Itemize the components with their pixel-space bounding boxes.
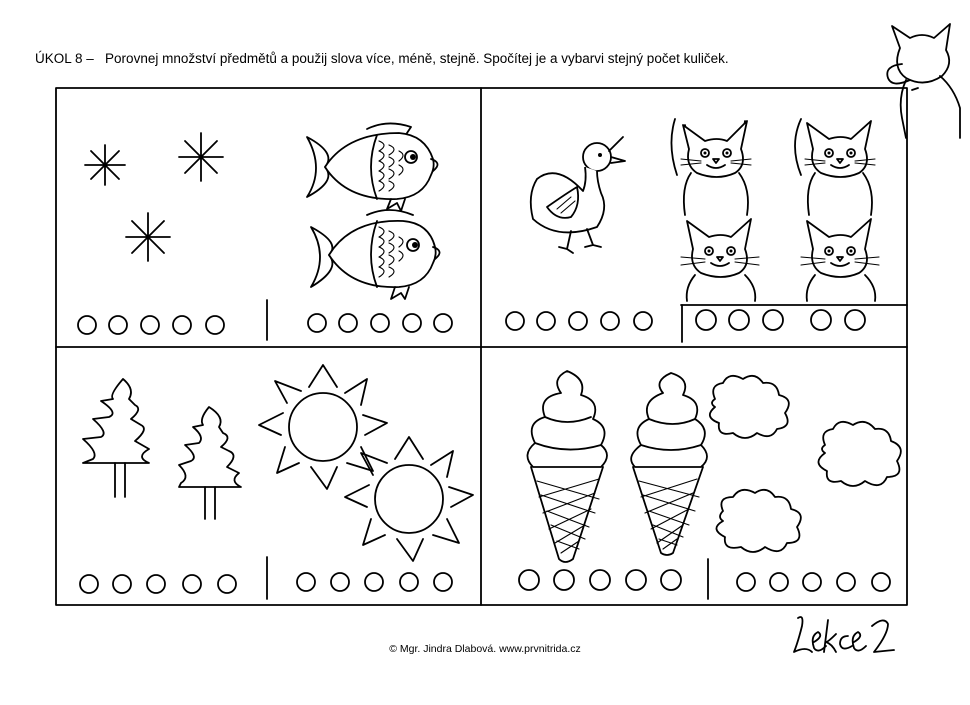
ball[interactable] — [80, 575, 98, 593]
ball[interactable] — [634, 312, 652, 330]
star-icon — [85, 145, 125, 185]
ball[interactable] — [537, 312, 555, 330]
tree-icon — [83, 379, 149, 497]
fish-icon — [311, 210, 440, 299]
ball[interactable] — [803, 573, 821, 591]
ball[interactable] — [109, 316, 127, 334]
sun-icon — [345, 437, 473, 561]
ball[interactable] — [811, 310, 831, 330]
ball[interactable] — [147, 575, 165, 593]
ball[interactable] — [434, 314, 452, 332]
tree-icon — [179, 407, 241, 519]
ice-cream-icon — [527, 371, 607, 562]
ball[interactable] — [569, 312, 587, 330]
ball[interactable] — [837, 573, 855, 591]
footer-credit: © Mgr. Jindra Dlabová. www.prvnitrida.cz — [389, 643, 581, 655]
ball[interactable] — [78, 316, 96, 334]
ball[interactable] — [729, 310, 749, 330]
ball-group-left[interactable] — [506, 312, 652, 330]
worksheet-grid — [55, 87, 908, 606]
ball[interactable] — [661, 570, 681, 590]
chick-icon — [531, 137, 625, 253]
ball[interactable] — [183, 575, 201, 593]
task-text: Porovnej množství předmětů a použij slova více, méně, stejně. Spočítej je a vybarvi stejný počet kuliček. — [105, 51, 729, 66]
ball[interactable] — [763, 310, 783, 330]
ball-group-right[interactable] — [696, 310, 865, 330]
ball[interactable] — [371, 314, 389, 332]
ball-group-right[interactable] — [737, 573, 890, 591]
ball[interactable] — [206, 316, 224, 334]
ball[interactable] — [601, 312, 619, 330]
panel-stars-fish — [78, 123, 452, 334]
ball[interactable] — [173, 316, 191, 334]
ball-group-right[interactable] — [297, 573, 452, 591]
ball[interactable] — [845, 310, 865, 330]
ball[interactable] — [403, 314, 421, 332]
cloud-icon — [710, 376, 789, 438]
ball-group-right[interactable] — [308, 314, 452, 332]
cat-icon — [681, 219, 759, 301]
task-label: ÚKOL 8 – — [35, 51, 94, 66]
ball[interactable] — [434, 573, 452, 591]
ball[interactable] — [400, 573, 418, 591]
ball-group-left[interactable] — [519, 570, 681, 590]
fish-icon — [307, 123, 438, 211]
ball[interactable] — [331, 573, 349, 591]
ball[interactable] — [141, 316, 159, 334]
cat-icon — [801, 219, 879, 301]
ball-group-left[interactable] — [80, 575, 236, 593]
ball[interactable] — [519, 570, 539, 590]
ball[interactable] — [218, 575, 236, 593]
star-icon — [179, 133, 223, 181]
cat-icon — [671, 119, 751, 215]
panel-trees-suns — [80, 365, 473, 593]
lesson-signature — [790, 612, 900, 662]
sun-icon — [259, 365, 387, 489]
cloud-icon — [818, 422, 900, 486]
panel-chick-cats — [506, 119, 907, 330]
ball-group-left[interactable] — [78, 316, 224, 334]
ball[interactable] — [872, 573, 890, 591]
ball[interactable] — [696, 310, 716, 330]
cat-icon — [795, 119, 875, 215]
ball[interactable] — [506, 312, 524, 330]
ball[interactable] — [626, 570, 646, 590]
ball[interactable] — [554, 570, 574, 590]
ball[interactable] — [737, 573, 755, 591]
ball[interactable] — [339, 314, 357, 332]
panel-icecream-clouds — [519, 371, 901, 591]
star-icon — [126, 213, 170, 261]
task-instruction — [35, 51, 729, 66]
ball[interactable] — [113, 575, 131, 593]
ball[interactable] — [308, 314, 326, 332]
ice-cream-icon — [631, 373, 707, 555]
ball[interactable] — [770, 573, 788, 591]
cloud-icon — [716, 490, 800, 552]
ball[interactable] — [365, 573, 383, 591]
ball[interactable] — [590, 570, 610, 590]
ball[interactable] — [297, 573, 315, 591]
